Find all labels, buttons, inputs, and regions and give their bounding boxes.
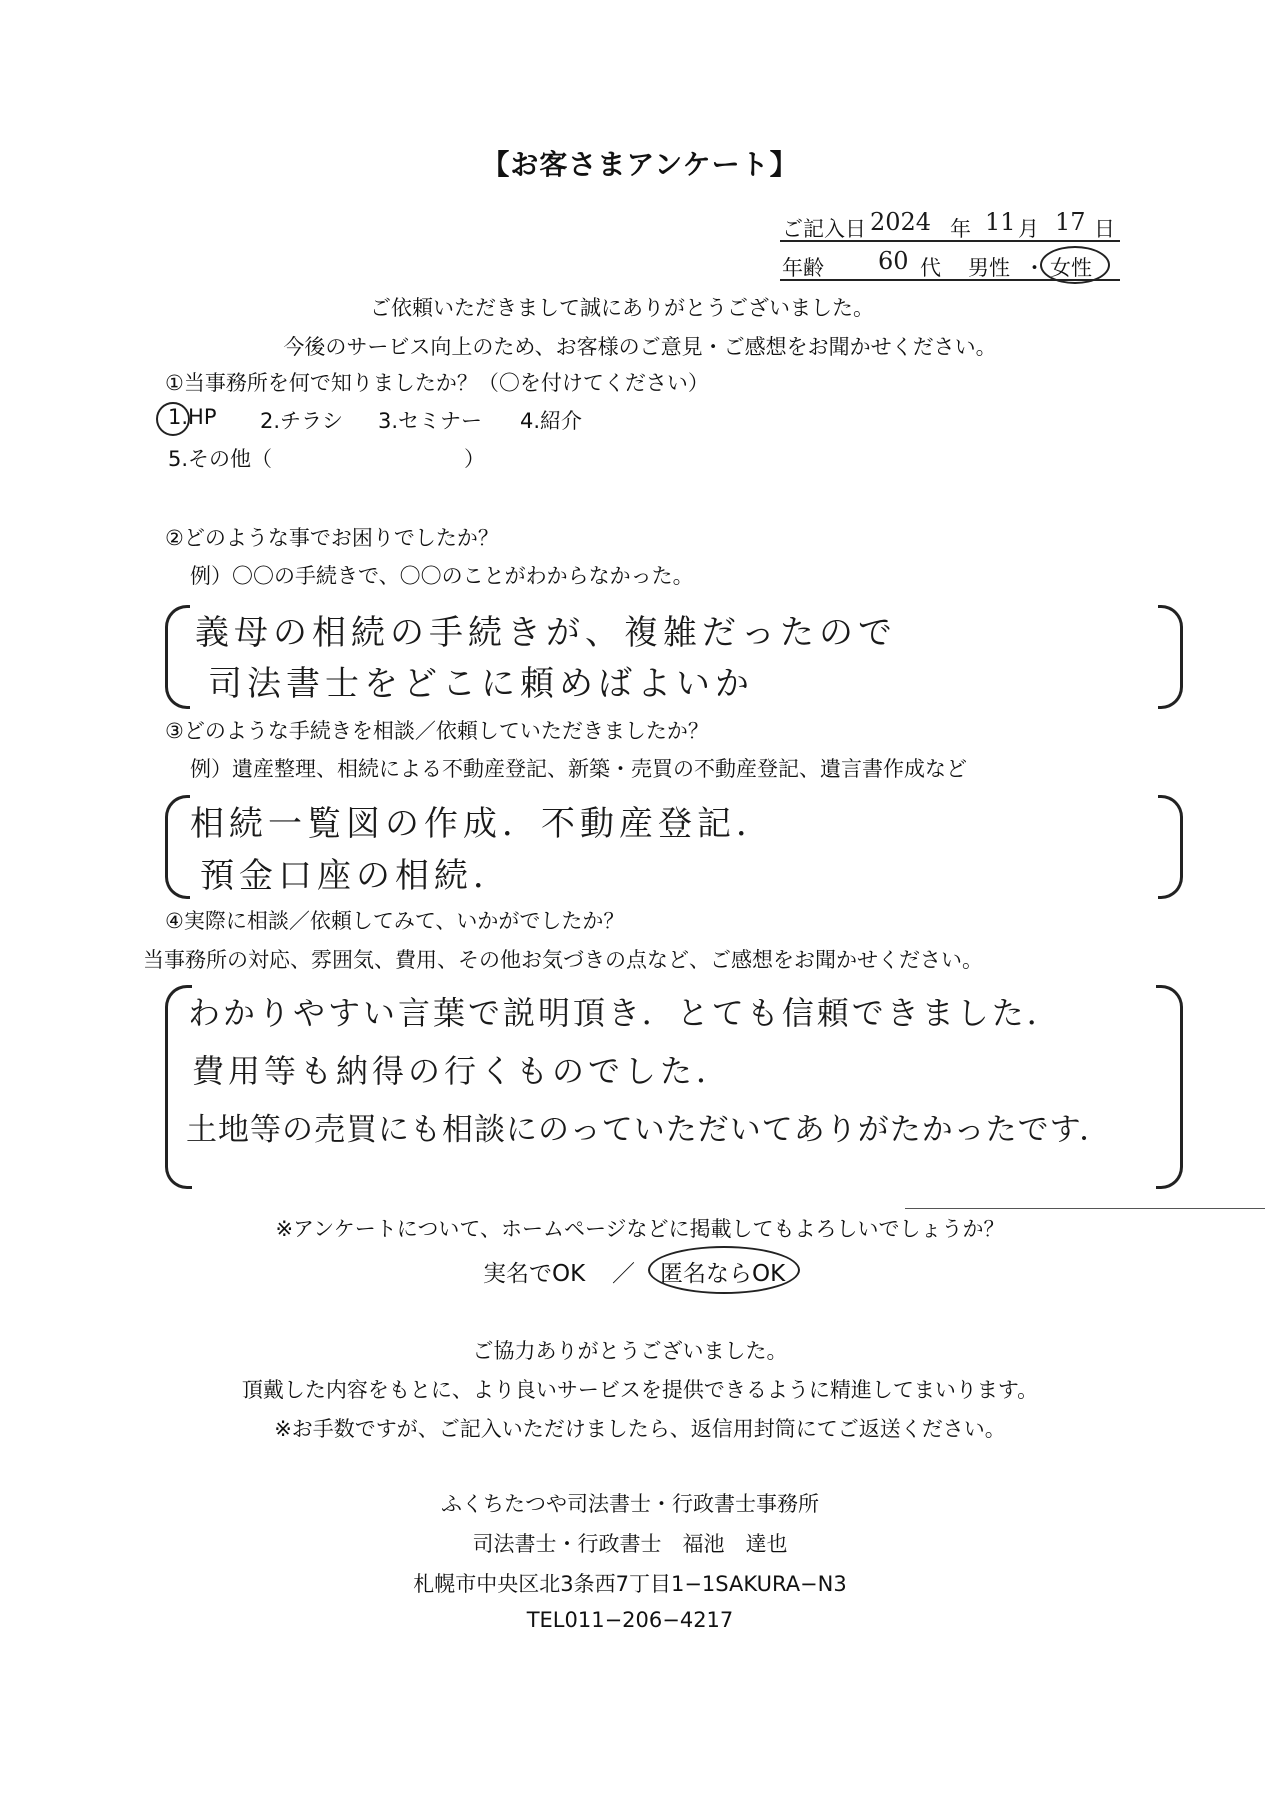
office-person: 司法書士・行政書士 福池 達也 (472, 1532, 788, 1556)
q4-answer-bracket-right (1156, 985, 1183, 1189)
gender-separator: ・ (1024, 256, 1045, 280)
gender-male: 男性 (968, 256, 1010, 280)
date-underline (780, 240, 1120, 242)
q2-answer-bracket-left (165, 605, 190, 709)
q4-answer-line2: 費用等も納得の行くものでした． (192, 1052, 733, 1090)
q2-answer-bracket-right (1158, 605, 1183, 709)
q4-answer-line3: 土地等の売買にも相談にのっていただいてありがたかったです． (186, 1112, 1112, 1148)
publish-option-realname: 実名でOK (483, 1261, 586, 1287)
q1-option-referral: 4.紹介 (520, 409, 583, 433)
q1-option-other-close: ） (464, 447, 485, 471)
intro-line2: 今後のサービス向上のため、お客様のご意見・ご感想をお聞かせください。 (283, 335, 997, 359)
q2-answer-line1: 義母の相続の手続きが、複雑だったので (195, 613, 897, 653)
publish-separator: ／ (612, 1261, 635, 1287)
q1-option-other: 5.その他（ (168, 447, 273, 471)
q3-answer-line1: 相続一覧図の作成．不動産登記． (190, 804, 775, 844)
q2-answer-line2: 司法書士をどこに頼めばよいか (208, 664, 754, 704)
closing-line2: 頂戴した内容をもとに、より良いサービスを提供できるように精進してまいります。 (241, 1378, 1039, 1402)
date-month-unit: 月 (1018, 217, 1039, 241)
date-year-unit: 年 (950, 217, 971, 241)
q3-answer-bracket-right (1158, 795, 1183, 899)
q1-option-seminar: 3.セミナー (378, 409, 483, 433)
date-year: 2024 (870, 208, 932, 236)
age-unit: 代 (920, 256, 941, 280)
date-month: 11 (985, 208, 1016, 236)
q3-answer-bracket-left (165, 795, 190, 899)
closing-line3: ※お手数ですが、ご記入いただけましたら、返信用封筒にてご返送ください。 (274, 1417, 1006, 1441)
publish-option-anonymous: 匿名ならOK (660, 1261, 786, 1287)
q1-option-hp: 1.HP (168, 405, 217, 429)
publish-question: ※アンケートについて、ホームページなどに掲載してもよろしいでしょうか？ (275, 1217, 1005, 1241)
date-day-unit: 日 (1094, 217, 1115, 241)
q2-question: ②どのような事でお困りでしたか？ (165, 526, 499, 550)
office-tel: TEL011−206−4217 (526, 1608, 734, 1632)
age-underline (780, 279, 1120, 281)
age-label: 年齢 (782, 256, 824, 280)
q4-example: 当事務所の対応、雰囲気、費用、その他お気づきの点など、ご感想をお聞かせください。 (143, 948, 983, 972)
publish-option-anonymous-circle (648, 1246, 800, 1294)
office-name: ふくちたつや司法書士・行政書士事務所 (441, 1492, 819, 1516)
q1-option-hp-circle (156, 402, 190, 436)
gender-female: 女性 (1050, 256, 1092, 280)
q2-example: 例）〇〇の手続きで、〇〇のことがわからなかった。 (190, 564, 694, 588)
date-label: ご記入日 (782, 217, 866, 241)
q4-answer-line1: わかりやすい言葉で説明頂き．とても信頼できました． (188, 994, 1062, 1032)
divider-line (905, 1208, 1265, 1209)
age-value: 60 (878, 247, 909, 275)
q3-question: ③どのような手続きを相談／依頼していただきましたか？ (165, 719, 709, 743)
date-day: 17 (1055, 208, 1086, 236)
q1-option-flyer: 2.チラシ (260, 409, 344, 433)
q4-question: ④実際に相談／依頼してみて、いかがでしたか？ (165, 909, 625, 933)
page-title: 【お客さまアンケート】 (481, 148, 799, 181)
q3-example: 例）遺産整理、相続による不動産登記、新築・売買の不動産登記、遺言書作成など (190, 757, 967, 781)
closing-line1: ご協力ありがとうございました。 (472, 1339, 788, 1363)
q3-answer-line2: 預金口座の相続． (200, 856, 512, 896)
q1-question: ①当事務所を何で知りましたか？（〇を付けてください） (165, 371, 709, 395)
intro-line1: ご依頼いただきまして誠にありがとうございました。 (370, 296, 874, 320)
office-address: 札幌市中央区北3条西7丁目1−1SAKURA−N3 (413, 1572, 847, 1596)
